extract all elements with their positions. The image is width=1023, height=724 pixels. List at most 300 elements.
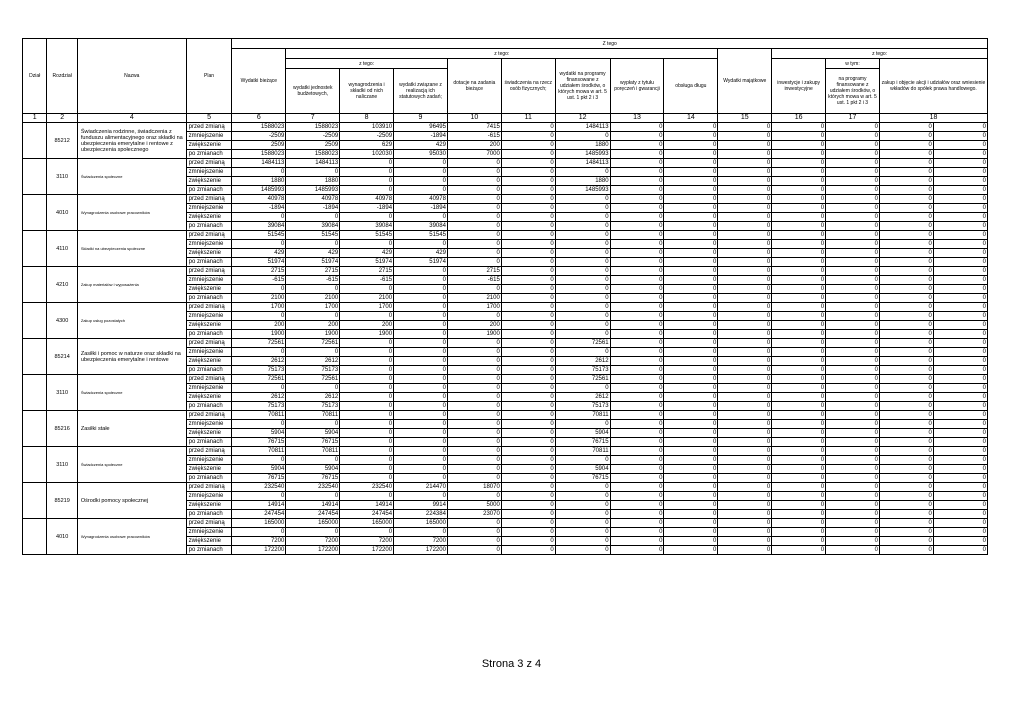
value-cell: 0	[664, 276, 718, 285]
value-cell: 0	[664, 141, 718, 150]
column-number: 15	[718, 114, 772, 123]
value-cell: 0	[501, 168, 555, 177]
value-cell: 0	[555, 204, 610, 213]
value-cell: 0	[664, 411, 718, 420]
value-cell: 0	[447, 204, 501, 213]
value-cell: 165000	[340, 519, 394, 528]
value-cell: 0	[394, 285, 448, 294]
value-cell: 0	[340, 429, 394, 438]
value-cell: 7000	[447, 150, 501, 159]
value-cell: 0	[394, 348, 448, 357]
value-cell: 75173	[555, 366, 610, 375]
value-cell: 0	[610, 249, 664, 258]
value-cell: 0	[286, 213, 340, 222]
cell-dzial	[23, 447, 47, 483]
value-cell: 0	[933, 348, 987, 357]
value-cell: 0	[610, 375, 664, 384]
value-cell: 232540	[340, 483, 394, 492]
value-cell: 51545	[394, 231, 448, 240]
value-cell: 0	[826, 546, 880, 555]
value-cell: 0	[340, 213, 394, 222]
row-label: zwiększenie	[186, 357, 232, 366]
value-cell: 0	[610, 465, 664, 474]
value-cell: 0	[933, 420, 987, 429]
value-cell: 0	[933, 150, 987, 159]
value-cell: 14914	[232, 501, 286, 510]
value-cell: 0	[826, 366, 880, 375]
value-cell: 0	[772, 537, 826, 546]
value-cell: 0	[826, 519, 880, 528]
value-cell: 0	[394, 339, 448, 348]
value-cell: 0	[879, 348, 933, 357]
value-cell: 51974	[286, 258, 340, 267]
row-label: przed zmianą	[186, 195, 232, 204]
value-cell: 0	[555, 222, 610, 231]
value-cell: 0	[772, 429, 826, 438]
value-cell: 0	[664, 501, 718, 510]
value-cell: 0	[718, 348, 772, 357]
cell-dzial	[23, 339, 47, 375]
cell-nazwa: Zasiłki i pomoc w naturze oraz składki na ubezpieczenia emerytalne i rentowe	[77, 339, 186, 375]
value-cell: 70811	[232, 447, 286, 456]
value-cell: 0	[394, 447, 448, 456]
value-cell: 40978	[394, 195, 448, 204]
value-cell: 0	[447, 357, 501, 366]
value-cell: 0	[555, 312, 610, 321]
value-cell: 72561	[555, 339, 610, 348]
value-cell: -615	[286, 276, 340, 285]
value-cell: 75173	[286, 366, 340, 375]
column-number: 13	[610, 114, 664, 123]
value-cell: 0	[826, 420, 880, 429]
value-cell: 0	[555, 420, 610, 429]
value-cell: 0	[826, 132, 880, 141]
column-number: 5	[186, 114, 232, 123]
value-cell: 0	[394, 402, 448, 411]
value-cell: 0	[879, 510, 933, 519]
value-cell: 0	[718, 285, 772, 294]
value-cell: 0	[501, 519, 555, 528]
table-body	[23, 123, 988, 555]
value-cell: 0	[610, 177, 664, 186]
header-obsluga: obsługa długu	[664, 59, 718, 114]
value-cell: 0	[610, 195, 664, 204]
value-cell: 0	[555, 348, 610, 357]
value-cell: 0	[394, 312, 448, 321]
value-cell: 0	[772, 483, 826, 492]
value-cell: 7200	[394, 537, 448, 546]
value-cell: 0	[879, 231, 933, 240]
row-label: przed zmianą	[186, 231, 232, 240]
value-cell: 0	[447, 366, 501, 375]
header-wyplaty: wypłaty z tytułu poręczeń i gwarancji	[610, 59, 664, 114]
value-cell: 0	[933, 231, 987, 240]
value-cell: 51545	[286, 231, 340, 240]
value-cell: 0	[501, 132, 555, 141]
value-cell: 0	[394, 474, 448, 483]
value-cell: 0	[340, 159, 394, 168]
table-row	[23, 195, 988, 204]
value-cell: 247454	[232, 510, 286, 519]
value-cell: 0	[879, 357, 933, 366]
value-cell: 0	[772, 132, 826, 141]
row-label: przed zmianą	[186, 159, 232, 168]
value-cell: 2612	[286, 393, 340, 402]
value-cell: 0	[772, 546, 826, 555]
value-cell: 2715	[286, 267, 340, 276]
value-cell: 0	[879, 303, 933, 312]
value-cell: 0	[718, 222, 772, 231]
value-cell: 0	[610, 366, 664, 375]
row-label: zmniejszenie	[186, 492, 232, 501]
value-cell: 0	[879, 465, 933, 474]
value-cell: 0	[447, 195, 501, 204]
value-cell: 0	[447, 231, 501, 240]
value-cell: 0	[879, 393, 933, 402]
header-dzial: Dział	[23, 39, 47, 114]
value-cell: 0	[501, 294, 555, 303]
value-cell: 2612	[232, 357, 286, 366]
value-cell: 1485993	[555, 150, 610, 159]
value-cell: 0	[826, 168, 880, 177]
value-cell: 76715	[286, 474, 340, 483]
value-cell: 0	[447, 537, 501, 546]
table-row	[23, 267, 988, 276]
table-row	[23, 303, 988, 312]
value-cell: 0	[879, 483, 933, 492]
value-cell: 0	[718, 150, 772, 159]
value-cell: 51974	[340, 258, 394, 267]
value-cell: 224384	[394, 510, 448, 519]
value-cell: 0	[340, 393, 394, 402]
value-cell: 0	[718, 141, 772, 150]
table-header	[23, 39, 988, 123]
column-number: 9	[394, 114, 448, 123]
value-cell: 1700	[447, 303, 501, 312]
value-cell: 0	[555, 195, 610, 204]
value-cell: 0	[933, 411, 987, 420]
value-cell: 0	[826, 339, 880, 348]
value-cell: -1894	[232, 204, 286, 213]
value-cell: 1588023	[232, 150, 286, 159]
value-cell: 0	[447, 438, 501, 447]
value-cell: 0	[501, 276, 555, 285]
value-cell: 0	[879, 177, 933, 186]
value-cell: 0	[286, 240, 340, 249]
value-cell: 0	[501, 546, 555, 555]
value-cell: 0	[394, 357, 448, 366]
value-cell: 0	[718, 123, 772, 132]
value-cell: 0	[501, 303, 555, 312]
value-cell: 0	[610, 303, 664, 312]
table-row	[23, 123, 988, 132]
value-cell: 0	[933, 429, 987, 438]
value-cell: 5904	[232, 429, 286, 438]
value-cell: 0	[879, 186, 933, 195]
value-cell: 0	[933, 501, 987, 510]
cell-dzial	[23, 483, 47, 519]
value-cell: 0	[501, 510, 555, 519]
value-cell: 0	[394, 438, 448, 447]
value-cell: 0	[664, 474, 718, 483]
value-cell: 0	[501, 348, 555, 357]
value-cell: 0	[933, 519, 987, 528]
value-cell: 0	[826, 186, 880, 195]
value-cell: 0	[555, 519, 610, 528]
value-cell: 0	[664, 258, 718, 267]
value-cell: 0	[718, 546, 772, 555]
value-cell: 0	[501, 195, 555, 204]
value-cell: 0	[555, 483, 610, 492]
value-cell: 0	[501, 123, 555, 132]
value-cell: 0	[610, 321, 664, 330]
value-cell: 0	[664, 528, 718, 537]
value-cell: 70811	[555, 411, 610, 420]
value-cell: 0	[501, 357, 555, 366]
value-cell: 0	[664, 492, 718, 501]
value-cell: 0	[826, 294, 880, 303]
value-cell: 0	[232, 348, 286, 357]
value-cell: 76715	[232, 474, 286, 483]
value-cell: 0	[772, 510, 826, 519]
value-cell: 0	[447, 429, 501, 438]
value-cell: 0	[447, 213, 501, 222]
value-cell: 0	[933, 357, 987, 366]
value-cell: 0	[772, 474, 826, 483]
header-rozdzial: Rozdział	[47, 39, 78, 114]
value-cell: 0	[772, 492, 826, 501]
value-cell: 0	[555, 321, 610, 330]
value-cell: 76715	[555, 438, 610, 447]
value-cell: 0	[555, 528, 610, 537]
value-cell: 0	[933, 384, 987, 393]
value-cell: 0	[879, 339, 933, 348]
cell-rozdzial: 3110	[47, 375, 78, 411]
value-cell: 429	[340, 249, 394, 258]
value-cell: 0	[664, 150, 718, 159]
value-cell: 2715	[447, 267, 501, 276]
table-row	[23, 339, 988, 348]
row-label: zmniejszenie	[186, 456, 232, 465]
value-cell: 0	[718, 195, 772, 204]
value-cell: 0	[933, 195, 987, 204]
value-cell: 0	[610, 141, 664, 150]
value-cell: 0	[718, 375, 772, 384]
value-cell: 0	[826, 393, 880, 402]
value-cell: 0	[501, 258, 555, 267]
value-cell: 1484113	[555, 159, 610, 168]
value-cell: 0	[664, 168, 718, 177]
value-cell: 172200	[232, 546, 286, 555]
cell-rozdzial: 85219	[47, 483, 78, 519]
value-cell: 0	[340, 177, 394, 186]
value-cell: 0	[340, 411, 394, 420]
value-cell: 0	[772, 150, 826, 159]
value-cell: -2509	[286, 132, 340, 141]
value-cell: 200	[447, 141, 501, 150]
value-cell: 0	[340, 402, 394, 411]
value-cell: 0	[610, 213, 664, 222]
column-number: 1	[23, 114, 47, 123]
value-cell: 0	[826, 438, 880, 447]
budget-table-sheet	[22, 38, 988, 555]
value-cell: 40978	[286, 195, 340, 204]
value-cell: 0	[933, 276, 987, 285]
value-cell: 0	[772, 339, 826, 348]
value-cell: 0	[501, 375, 555, 384]
value-cell: -615	[340, 276, 394, 285]
value-cell: 0	[610, 519, 664, 528]
value-cell: 0	[286, 528, 340, 537]
cell-dzial	[23, 267, 47, 303]
value-cell: 0	[826, 501, 880, 510]
value-cell: 0	[879, 429, 933, 438]
value-cell: 1900	[447, 330, 501, 339]
value-cell: 7415	[447, 123, 501, 132]
value-cell: 0	[826, 123, 880, 132]
header-z-tego-biezace: z tego:	[286, 49, 718, 59]
value-cell: 0	[340, 438, 394, 447]
cell-nazwa: Świadczenia rodzinne, świadczenia z funduszu alimentacyjnego oraz składki na ubezpieczenia emerytalne i rentowe z ubezpieczenia społecznego	[77, 123, 186, 159]
row-label: zmniejszenie	[186, 420, 232, 429]
value-cell: 0	[394, 213, 448, 222]
value-cell: 70811	[555, 447, 610, 456]
value-cell: 0	[879, 213, 933, 222]
value-cell: 0	[501, 159, 555, 168]
value-cell: -2509	[232, 132, 286, 141]
cell-rozdzial: 4010	[47, 519, 78, 555]
value-cell: 0	[232, 456, 286, 465]
value-cell: 0	[555, 537, 610, 546]
value-cell: 0	[501, 492, 555, 501]
value-cell: 0	[933, 402, 987, 411]
value-cell: 0	[933, 456, 987, 465]
value-cell: 2715	[232, 267, 286, 276]
value-cell: -2509	[340, 132, 394, 141]
value-cell: 0	[879, 438, 933, 447]
value-cell: 1484113	[232, 159, 286, 168]
value-cell: 1588023	[232, 123, 286, 132]
cell-rozdzial: 85214	[47, 339, 78, 375]
value-cell: 0	[879, 321, 933, 330]
value-cell: 0	[664, 249, 718, 258]
value-cell: 0	[610, 186, 664, 195]
value-cell: 0	[772, 393, 826, 402]
cell-nazwa: Zakup materiałów i wyposażenia	[77, 267, 186, 303]
value-cell: 1588023	[286, 150, 340, 159]
value-cell: 0	[664, 366, 718, 375]
value-cell: 1588023	[286, 123, 340, 132]
value-cell: 72561	[286, 375, 340, 384]
value-cell: 0	[447, 375, 501, 384]
value-cell: 0	[933, 186, 987, 195]
value-cell: 0	[664, 303, 718, 312]
value-cell: 0	[718, 132, 772, 141]
cell-rozdzial: 4010	[47, 195, 78, 231]
row-label: zwiększenie	[186, 141, 232, 150]
value-cell: 0	[664, 456, 718, 465]
value-cell: 0	[664, 240, 718, 249]
value-cell: 0	[501, 186, 555, 195]
value-cell: 2100	[286, 294, 340, 303]
value-cell: 0	[394, 240, 448, 249]
value-cell: 172200	[340, 546, 394, 555]
value-cell: 0	[718, 249, 772, 258]
value-cell: 0	[447, 339, 501, 348]
value-cell: 0	[394, 393, 448, 402]
value-cell: 0	[664, 132, 718, 141]
value-cell: 0	[933, 528, 987, 537]
value-cell: 51545	[232, 231, 286, 240]
value-cell: 0	[772, 213, 826, 222]
value-cell: 0	[394, 375, 448, 384]
value-cell: 39084	[394, 222, 448, 231]
value-cell: 0	[340, 285, 394, 294]
value-cell: 0	[879, 285, 933, 294]
value-cell: 96495	[394, 123, 448, 132]
value-cell: 0	[664, 204, 718, 213]
value-cell: 0	[718, 303, 772, 312]
value-cell: 0	[772, 357, 826, 366]
value-cell: 0	[933, 303, 987, 312]
value-cell: 0	[879, 411, 933, 420]
value-cell: 0	[826, 267, 880, 276]
value-cell: 0	[664, 177, 718, 186]
value-cell: 0	[340, 312, 394, 321]
column-number: 8	[340, 114, 394, 123]
value-cell: 0	[610, 384, 664, 393]
value-cell: 1700	[232, 303, 286, 312]
value-cell: -615	[447, 276, 501, 285]
value-cell: 0	[447, 492, 501, 501]
value-cell: 0	[879, 447, 933, 456]
value-cell: 0	[879, 537, 933, 546]
value-cell: 0	[664, 222, 718, 231]
value-cell: 0	[718, 231, 772, 240]
value-cell: 429	[394, 249, 448, 258]
value-cell: 1700	[340, 303, 394, 312]
value-cell: 0	[879, 420, 933, 429]
value-cell: 429	[232, 249, 286, 258]
value-cell: 0	[664, 519, 718, 528]
value-cell: 429	[394, 141, 448, 150]
value-cell: 0	[933, 249, 987, 258]
value-cell: 75173	[232, 366, 286, 375]
value-cell: 70811	[232, 411, 286, 420]
value-cell: 2612	[286, 357, 340, 366]
header-z-tego-top: Z tego	[232, 39, 988, 49]
value-cell: 0	[610, 231, 664, 240]
row-label: po zmianach	[186, 366, 232, 375]
value-cell: 14914	[286, 501, 340, 510]
value-cell: 0	[394, 411, 448, 420]
value-cell: 0	[555, 240, 610, 249]
value-cell: 1484113	[286, 159, 340, 168]
value-cell: 0	[826, 231, 880, 240]
cell-dzial	[23, 123, 47, 159]
value-cell: 0	[664, 285, 718, 294]
value-cell: 0	[340, 465, 394, 474]
cell-nazwa: Wynagrodzenia osobowe pracowników	[77, 195, 186, 231]
value-cell: 0	[664, 231, 718, 240]
cell-rozdzial: 4110	[47, 231, 78, 267]
value-cell: 232540	[232, 483, 286, 492]
value-cell: 0	[933, 222, 987, 231]
value-cell: 0	[826, 258, 880, 267]
value-cell: 0	[394, 177, 448, 186]
value-cell: 0	[555, 258, 610, 267]
header-z-tego-inner: z tego:	[286, 59, 448, 69]
